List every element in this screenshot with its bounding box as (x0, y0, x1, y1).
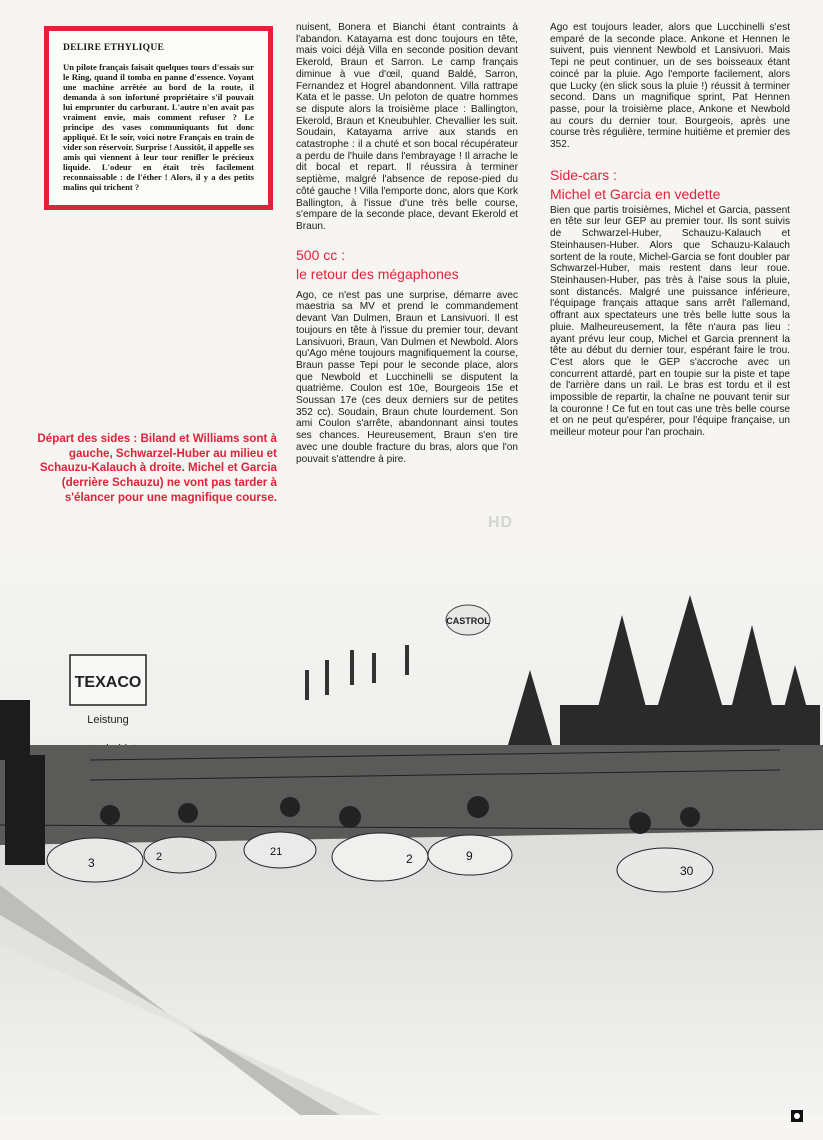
column2-paragraph-1: Ago est toujours leader, alors que Lucchinelli s'est emparé de la seconde place. Ankone et Hennen le suivent, puis viennent Newbold et Lansivuori. Mais Tepi ne peut continuer, un de ses boisseaux étant coincé par la pluie. Ago l'emporte facilement, alors que Lucky (en slick sous la pluie !) réussit à terminer second. Dans un magnifique sprint, Pat Hennen passe, pour la troisième place, Ankone et Newbold au cours du dernier tour. Bourgeois, après une course très régulière, termine huitième et premier des 352. (550, 22, 790, 151)
sidebar-box-text: Un pilote français faisait quelques tours d'essais sur le Ring, quand il tomba en panne d'essence. Voyant une machine arrêtée au bord de la route, il demanda à son infortuné propriétaire s'il pouvait lui emprunter du carburant. L'autre n'en avait pas vraiment envie, mais comment refuser ? Le principe des vases communiquants fut donc appliqué. Et le soir, voici notre Français en train de vider son réservoir. Surprise ! Aussitôt, il appelle ses amis qui viennent à leur tour renifler le précieux liquide. L'odeur en était très facilement reconnaissable : de l'éther ! Alors, il y a des petits malins qui trichent ? (63, 62, 254, 192)
texaco-sign-text: TEXACO (74, 674, 142, 691)
article-column-2 (550, 22, 790, 439)
column1-paragraph-2: Ago, ce n'est pas une surprise, démarre avec maestria sa MV et prend le commandement devant Van Dulmen, Braun et Lansivuori. Il est toujours en tête à l'issue du premier tour, devant Lansivuori, Braun, Van Dulmen et Newbold. Alors qu'Ago mène toujours magnifiquement la course, Braun passe Tepi pour le seconde place, alors que Newbold et Lucchinelli se disputent la quatrième. Coulon est 10e, Bourgeois 15e et Soussan 17e (ces deux derniers sur de petites 352 cc). Soudain, Braun chute lourdement. Son ami Coulon s'arrête, abandonnant ainsi toutes ses chances. Heureusement, Braun s'en tire avec une double fracture du bras, alors que l'on pouvait s'attendre à pire. (296, 289, 518, 465)
castrol-banner (446, 605, 490, 635)
page-corner-icon (791, 1110, 803, 1122)
svg-text:9: 9 (466, 849, 473, 863)
section-subheading-sidecars: Michel et Garcia en vedette (550, 186, 721, 203)
sign-line-1: Leistung (87, 714, 129, 726)
svg-text:21: 21 (270, 846, 283, 858)
svg-text:2: 2 (156, 851, 163, 863)
race-start-photo (0, 555, 823, 1115)
section-subheading-500cc: le retour des mégaphones (296, 266, 459, 283)
section-heading-sidecars: Side-cars : (550, 166, 617, 183)
sidebar-box-title: DELIRE ETHYLIQUE (63, 43, 165, 53)
banner-text: CASTROL (446, 616, 490, 626)
watermark: HD (488, 514, 514, 531)
svg-text:30: 30 (680, 864, 694, 878)
column1-paragraph-1: nuisent, Bonera et Bianchi étant contraints à l'abandon. Katayama est donc toujours en tête, mais voici déjà Villa en seconde position devant Ekerold, Braun et Sarron. Le camp français diminue à vue d'œil, quand Baldé, Sarron, Fernandez et Hogrel abandonnent. Villa rattrape Kata et le passe. Un peloton de quatre hommes se dispute alors la troisième place : Ballington, Ekerold, Braun et Kneubuhler. Chevallier les suit. Soudain, Katayama arrive aux stands en catastrophe : il a chuté et son bocal récupérateur a perdu de l'huile dans l'embrayage ! Il arrache le dit bocal et repart. Il réussira à terminer septième, malgré l'absence de repose-pied du côté gauche ! Villa l'emporte donc, alors que Kork Ballington, à l'issue d'une très belle course, s'empare de la seconde place, devant Ekerold et Braun. (296, 22, 518, 232)
section-heading-500cc: 500 cc : (296, 246, 346, 263)
svg-text:2: 2 (406, 852, 413, 866)
sidebar-box (44, 26, 273, 210)
article-column-1 (296, 22, 518, 465)
column2-paragraph-2: Bien que partis troisièmes, Michel et Garcia, passent en tête sur leur GEP au premier tour. Ils sont suivis de Schwarzel-Huber, Schauzu-Kalauch et Steinhausen-Huber. Alors que Schauzu-Kalauch sortent de la route, Michel-Garcia se font doubler par Schwarzel-Huber, mais restent dans leur roue. Steinhausen-Huber, pas très à l'aise sous la pluie, sont distancés. Malgré une puissance inférieure, l'équipage français attaque sans arrêt l'allemand, offrant aux spectateurs une très belle lutte sous la pluie. Malheureusement, la fête n'aura pas lieu : ayant prévu leur coup, Michel et Garcia prennent la tête au début du dernier tour, espérant faire le trou. C'est alors que le GEP s'accroche avec un concurrent attardé, part en toupie sur la piste et tape de l'arrière dans un rail. Le bras est tordu et il est impossible de repartir, la chaîne ne pouvant tenir sur la couronne ! Ce fut en tout cas une très belle course et on ne peut qu'espérer, pour l'équipe française, un meilleur moteur pour l'an prochain. (550, 204, 790, 439)
photo-caption: Départ des sides : Biland et Williams sont à gauche, Schwarzel-Huber au milieu et Schauzu-Kalauch à droite. Michel et Garcia (derrière Schauzu) ne vont pas tarder à s'élancer pour une magnifique course. (37, 432, 277, 504)
svg-text:3: 3 (88, 856, 95, 870)
